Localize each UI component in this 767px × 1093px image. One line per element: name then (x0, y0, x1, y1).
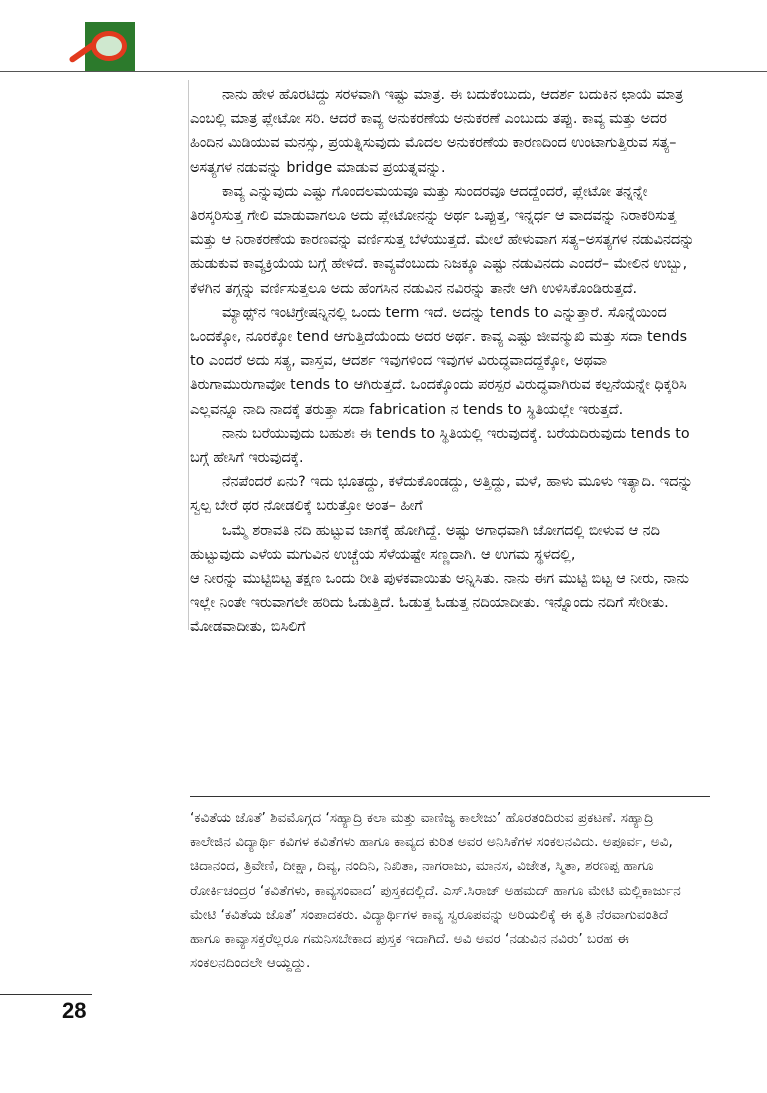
paragraph: ಒಮ್ಮೆ ಶರಾವತಿ ನದಿ ಹುಟ್ಟುವ ಜಾಗಕ್ಕೆ ಹೋಗಿದ್ದೆ. ಅಷ್ಟು ಅಗಾಧವಾಗಿ ಜೋಗದಲ್ಲಿ ಬೀಳುವ ಆ ನದಿ ಹುಟ್ಟುವುದು ಎಳೆಯ ಮಗುವಿನ ಉಚ್ಚೆಯ ಸೆಳೆಯಷ್ಟೇ ಸಣ್ಣದಾಗಿ. ಆ ಉಗಮ ಸ್ಥಳದಲ್ಲಿ, (190, 522, 660, 563)
article-body (190, 83, 695, 640)
paragraph: ಆ ನೀರನ್ನು ಮುಟ್ಟಿಬಿಟ್ಟ ತಕ್ಷಣ ಒಂದು ರೀತಿ ಪುಳಕವಾಯಿತು ಅನ್ನಿಸಿತು. ನಾನು ಈಗ ಮುಟ್ಟಿ ಬಿಟ್ಟ ಆ ನೀರು, ನಾನು ಇಲ್ಲೇ ನಿಂತೇ ಇರುವಾಗಲೇ ಹರಿದು ಓಡುತ್ತಿದೆ. ಓಡುತ್ತ ಓಡುತ್ತ ನದಿಯಾದೀತು. ಇನ್ನೊಂದು ನದಿಗೆ ಸೇರೀತು. ಮೋಡವಾದೀತು, ಬಿಸಿಲಿಗೆ (190, 571, 689, 636)
page-number: 28 (62, 998, 87, 1023)
paragraph: ಕಾವ್ಯ ಎನ್ನುವುದು ಎಷ್ಟು ಗೊಂದಲಮಯವೂ ಮತ್ತು ಸುಂದರವೂ ಆದದ್ದೆಂದರೆ, ಪ್ಲೇಟೋ ತನ್ನನ್ನೇ ತಿರಸ್ಕರಿಸುತ್ತ ಗೇಲಿ ಮಾಡುವಾಗಲೂ ಅದು ಪ್ಲೇಟೋನನ್ನು ಅರ್ಥ ಒಪ್ಪುತ್ತ, ಇನ್ನರ್ಧ ಆ ವಾದವನ್ನು ನಿರಾಕರಿಸುತ್ತ ಮತ್ತು ಆ ನಿರಾಕರಣೆಯ ಕಾರಣವನ್ನು ವರ್ಣಿಸುತ್ತ ಬೆಳೆಯುತ್ತದೆ. ಮೇಲೆ ಹೇಳುವಾಗ ಸತ್ಯ–ಅಸತ್ಯಗಳ ನಡುವಿನದನ್ನು ಹುಡುಕುವ ಕಾವ್ಯಕ್ರಿಯೆಯ ಬಗ್ಗೆ ಹೇಳಿದೆ. ಕಾವ್ಯವೆಂಬುದು ನಿಜಕ್ಕೂ ಎಷ್ಟು ನಡುವಿನದು ಎಂದರೆ– ಮೇಲಿನ ಉಬ್ಬು, ಕೆಳಗಿನ ತಗ್ಗನ್ನು ವರ್ಣಿಸುತ್ತಲೂ ಅದು ಹೆಂಗಸಿನ ನಡುವಿನ ನವಿರನ್ನು ತಾನೇ ಆಗಿ ಉಳಿಸಿಕೊಂಡಿರುತ್ತದೆ. (190, 183, 695, 297)
footnote-box (190, 806, 695, 975)
footnote-separator (190, 796, 710, 797)
paragraph: ಮ್ಯಾಥ್ಸ್‌ನ ಇಂಟಿಗ್ರೇಷನ್ನಿನಲ್ಲಿ ಒಂದು term ಇದೆ. ಅದನ್ನು tends to ಎನ್ನುತ್ತಾರೆ. ಸೊನ್ನೆಯಿಂದ ಒಂದಕ್ಕೋ, ನೂರಕ್ಕೋ tend ಆಗುತ್ತಿದೆಯೆಂದು ಅದರ ಅರ್ಥ. ಕಾವ್ಯ ಎಷ್ಟು ಜೀವನ್ಮುಖಿ ಮತ್ತು ಸದಾ tends to ಎಂದರೆ ಅದು ಸತ್ಯ, ವಾಸ್ತವ, ಆದರ್ಶ ಇವುಗಳಿಂದ ಇವುಗಳ ವಿರುದ್ಧವಾದದ್ದಕ್ಕೋ, ಅಥವಾ ತಿರುಗಾಮುರುಗಾವೋ tends to ಆಗಿರುತ್ತದೆ. ಒಂದಕ್ಕೊಂದು ಪರಸ್ಪರ ವಿರುದ್ಧವಾಗಿರುವ ಕಲ್ಪನೆಯನ್ನೇ ಧಿಕ್ಕರಿಸಿ ಎಲ್ಲವನ್ನೂ ನಾದಿ ನಾದಕ್ಕೆ ತರುತ್ತಾ ಸದಾ fabrication ನ tends to ಸ್ಥಿತಿಯಲ್ಲೇ ಇರುತ್ತದೆ. (190, 304, 688, 418)
column-rule (188, 80, 189, 630)
page-number-rule (0, 994, 92, 995)
paragraph: ನೆನಪೆಂದರೆ ಏನು? ಇದು ಭೂತದ್ದು, ಕಳೆದುಕೊಂಡದ್ದು, ಅತ್ತಿದ್ದು, ಮಳೆ, ಹಾಳು ಮೂಳು ಇತ್ಯಾದಿ. ಇದನ್ನು ಸ್ವಲ್ಪ ಬೇರೆ ಥರ ನೋಡಲಿಕ್ಕೆ ಬರುತ್ತೋ ಅಂತ– ಹೀಗೆ (190, 474, 693, 515)
paragraph: ನಾನು ಹೇಳ ಹೊರಟಿದ್ದು ಸರಳವಾಗಿ ಇಷ್ಟು ಮಾತ್ರ. ಈ ಬದುಕೆಂಬುದು, ಆದರ್ಶ ಬದುಕಿನ ಛಾಯೆ ಮಾತ್ರ ಎಂಬಲ್ಲಿ ಮಾತ್ರ ಪ್ಲೇಟೋ ಸರಿ. ಆದರೆ ಕಾವ್ಯ ಅನುಕರಣೆಯ ಅನುಕರಣೆ ಎಂಬುದು ತಪ್ಪು. ಕಾವ್ಯ ಮತ್ತು ಅದರ ಹಿಂದಿನ ಮಿಡಿಯುವ ಮನಸ್ಸು, ಪ್ರಯತ್ನಿಸುವುದು ಮೊದಲ ಅನುಕರಣೆಯ ಕಾರಣದಿಂದ ಉಂಟಾಗುತ್ತಿರುವ ಸತ್ಯ–ಅಸತ್ಯಗಳ ನಡುವನ್ನು bridge ಮಾಡುವ ಪ್ರಯತ್ನವನ್ನು. (190, 87, 684, 176)
paragraph: ನಾನು ಬರೆಯುವುದು ಬಹುಶಃ ಈ tends to ಸ್ಥಿತಿಯಲ್ಲಿ ಇರುವುದಕ್ಕೆ. ಬರೆಯದಿರುವುದು tends to ಬಗ್ಗೆ ಹೇಸಿಗೆ ಇರುವುದಕ್ಕೆ. (190, 425, 690, 467)
header-rule (0, 71, 767, 72)
footnote-text: ‘ಕವಿತೆಯ ಜೊತೆ’ ಶಿವಮೊಗ್ಗದ ‘ಸಹ್ಯಾದ್ರಿ ಕಲಾ ಮತ್ತು ವಾಣಿಜ್ಯ ಕಾಲೇಜು’ ಹೊರತಂದಿರುವ ಪ್ರಕಟಣೆ. ಸಹ್ಯಾದ್ರಿ ಕಾಲೇಜಿನ ವಿದ್ಯಾರ್ಥಿ ಕವಿಗಳ ಕವಿತೆಗಳು ಹಾಗೂ ಕಾವ್ಯದ ಕುರಿತ ಅವರ ಅನಿಸಿಕೆಗಳ ಸಂಕಲನವಿದು. ಅಪೂರ್ವ, ಅವಿ, ಚಿದಾನಂದ, ತ್ರಿವೇಣಿ, ದೀಕ್ಷಾ, ದಿವ್ಯ, ನಂದಿನಿ, ನಿಖಿತಾ, ನಾಗರಾಜು, ಮಾನಸ, ವಿಜೇತ, ಸ್ಮಿತಾ, ಶರಣಪ್ಪ ಹಾಗೂ ರೋರ್ಕಿಚಂದ್ರರ ‘ಕವಿತೆಗಳು, ಕಾವ್ಯಸಂವಾದ’ ಪುಸ್ತಕದಲ್ಲಿದೆ. ಎಸ್.ಸಿರಾಜ್ ಅಹಮದ್ ಹಾಗೂ ಮೇಟಿ ಮಲ್ಲಿಕಾರ್ಜುನ ಮೇಟಿ ‘ಕವಿತೆಯ ಜೊತೆ’ ಸಂಪಾದಕರು. ವಿದ್ಯಾರ್ಥಿಗಳ ಕಾವ್ಯ ಸ್ವರೂಪವನ್ನು ಅರಿಯಲಿಕ್ಕೆ ಈ ಕೃತಿ ನೆರವಾಗುವಂತಿದೆ ಹಾಗೂ ಕಾವ್ಯಾಸಕ್ತರೆಲ್ಲರೂ ಗಮನಿಸಬೇಕಾದ ಪುಸ್ತಕ ಇದಾಗಿದೆ. ಅವಿ ಅವರ ‘ನಡುವಿನ ನವಿರು’ ಬರಹ ಈ ಸಂಕಲನದಿಂದಲೇ ಆಯ್ದದ್ದು. (190, 810, 681, 972)
logo-lens (91, 31, 127, 61)
magnifier-logo-icon (68, 22, 138, 76)
